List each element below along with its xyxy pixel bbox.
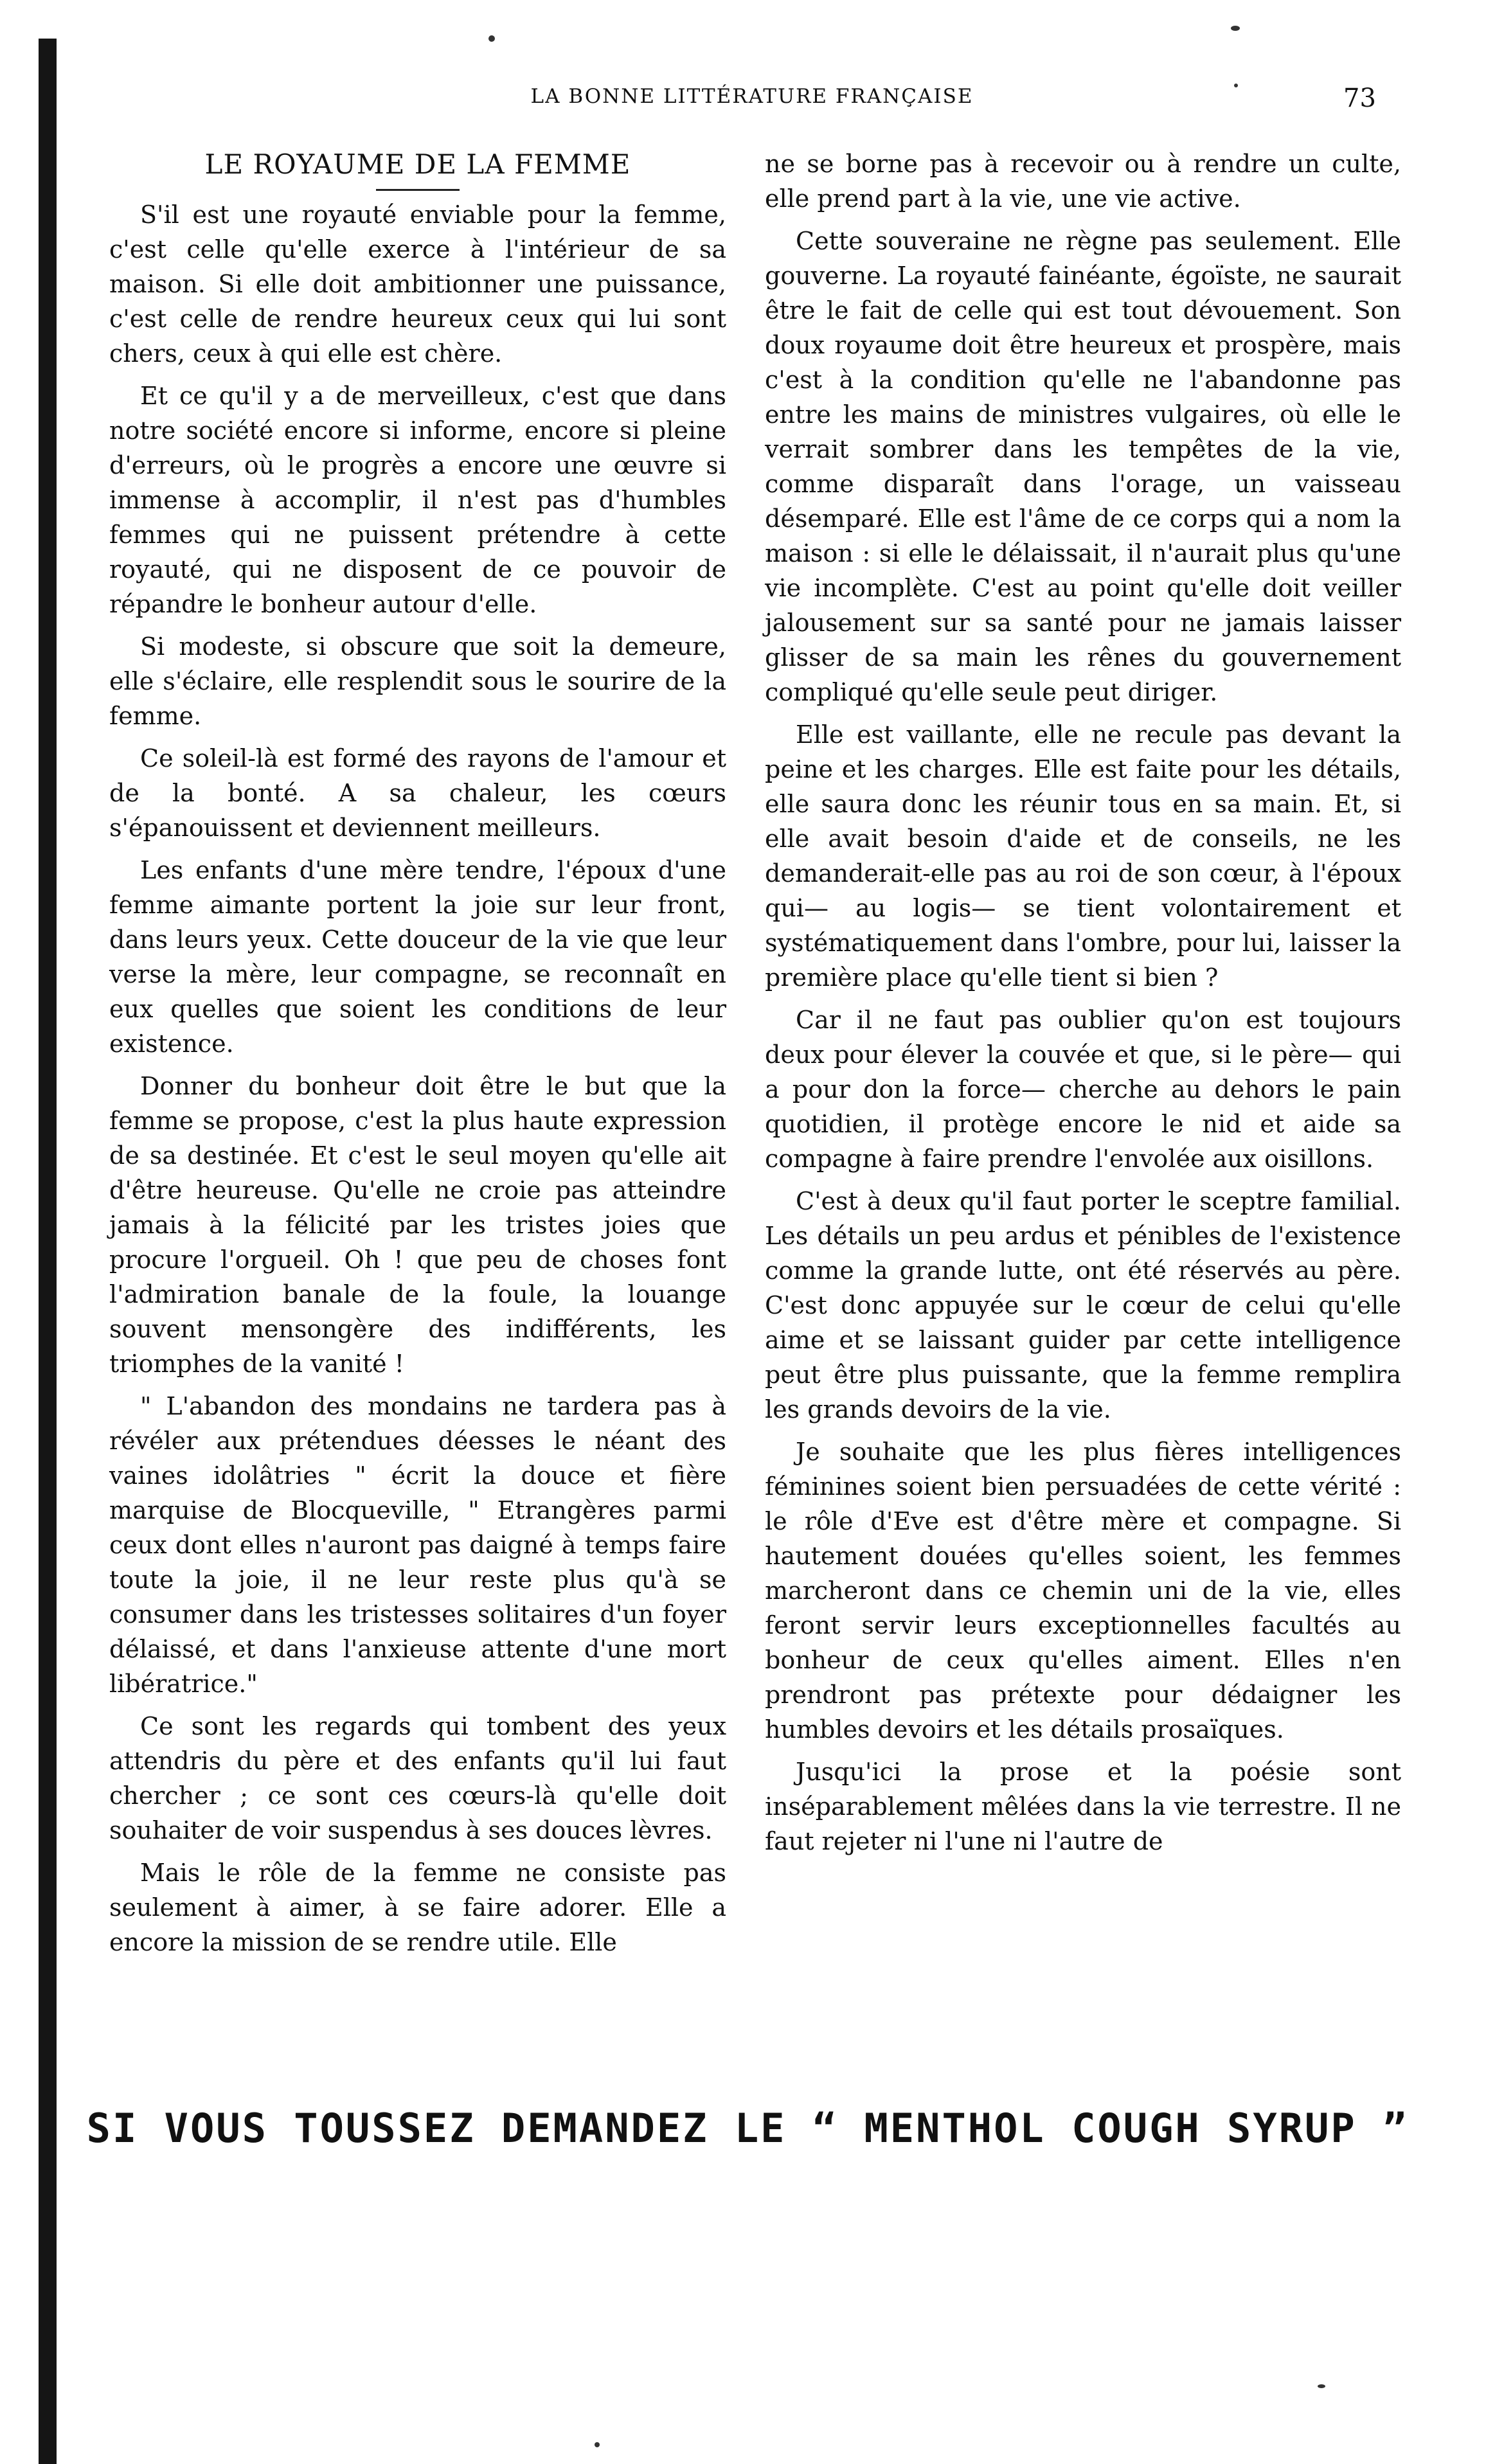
print-speck bbox=[1318, 2384, 1325, 2388]
paragraph: " L'abandon des mondains ne tardera pas à révéler aux prétendues déesses le néant des vaines idolâtries " écrit la douce et fière marquise de Blocqueville, " Etrangères parmi ceux dont elles n'auront pas daigné à temps faire toute la joie, il ne leur reste plus qu'à se consumer dans les tristesses solitaires d'un foyer délaissé, et dans l'anxieuse attente d'une mort libératrice." bbox=[109, 1392, 726, 1698]
print-speck bbox=[1234, 84, 1238, 87]
running-head: LA BONNE LITTÉRATURE FRANÇAISE bbox=[530, 85, 974, 108]
paragraph: Je souhaite que les plus fières intelligences féminines soient bien persuadées de cette vérité : le rôle d'Eve est d'être mère et compagne. Si hautement douées qu'elles soient, les femmes marcheront dans ce chemin uni de la vie, elles feront servir leurs exceptionnelles facultés au bonheur de ceux qu'elles aiment. Elles n'en prendront pas prétexte pour dédaigner les humbles devoirs et les détails prosaïques. bbox=[765, 1438, 1401, 1744]
paragraph: Ce sont les regards qui tombent des yeux attendris du père et des enfants qu'il lui faut chercher ; ce sont ces cœurs-là qu'elle doit souhaiter de voir suspendus à ses douces lèvres. bbox=[109, 1712, 726, 1844]
advertisement-banner: SI VOUS TOUSSEZ DEMANDEZ LE “ MENTHOL COUGH SYRUP ” bbox=[86, 2105, 1409, 2152]
page-number: 73 bbox=[1343, 84, 1376, 113]
title-rule bbox=[376, 189, 460, 191]
paragraph: C'est à deux qu'il faut porter le sceptre familial. Les détails un peu ardus et pénibles de l'existence comme la grande lutte, ont été réservés au père. C'est donc appuyée sur le cœur de celui qu'elle aime et se laissant guider par cette intelligence peut être plus puissante, que la femme remplira les grands devoirs de la vie. bbox=[765, 1187, 1401, 1424]
right-column bbox=[765, 147, 1401, 1866]
paragraph: Elle est vaillante, elle ne recule pas devant la peine et les charges. Elle est faite pour les détails, elle saura donc les réunir tous en sa main. Et, si elle avait besoin d'aide et de conseils, ne les demanderait-elle pas au roi de son cœur, à l'époux qui— au logis— se tient volontairement et systématiquement dans l'ombre, pour lui, laisser la première place qu'elle tient si bien ? bbox=[765, 720, 1401, 992]
paragraph-continued: ne se borne pas à recevoir ou à rendre un culte, elle prend part à la vie, une vie active. bbox=[765, 150, 1401, 213]
paragraph: Donner du bonheur doit être le but que la femme se propose, c'est la plus haute expression de sa destinée. Et c'est le seul moyen qu'elle ait d'être heureuse. Qu'elle ne croie pas atteindre jamais à la félicité par les tristes joies que procure l'orgueil. Oh ! que peu de choses font l'admiration banale de la foule, la louange souvent mensongère des indifférents, les triomphes de la vanité ! bbox=[109, 1072, 726, 1378]
article-title: LE ROYAUME DE LA FEMME bbox=[204, 148, 631, 180]
print-speck bbox=[1231, 26, 1240, 31]
paragraph: Les enfants d'une mère tendre, l'époux d'une femme aimante portent la joie sur leur front, dans leurs yeux. Cette douceur de la vie que leur verse la mère, leur compagne, se reconnaît en eux quelles que soient les conditions de leur existence. bbox=[109, 856, 726, 1058]
left-column bbox=[109, 147, 726, 1967]
paragraph: Ce soleil-là est formé des rayons de l'amour et de la bonté. A sa chaleur, les cœurs s'épanouissent et deviennent meilleurs. bbox=[109, 744, 726, 842]
page-header bbox=[0, 84, 1495, 122]
print-speck bbox=[595, 2442, 600, 2447]
page-binding-edge bbox=[39, 39, 57, 2464]
paragraph: Mais le rôle de la femme ne consiste pas seulement à aimer, à se faire adorer. Elle a encore la mission de se rendre utile. Elle bbox=[109, 1859, 726, 1956]
paragraph: Et ce qu'il y a de merveilleux, c'est que dans notre société encore si informe, encore si pleine d'erreurs, où le progrès a encore une œuvre si immense à accomplir, il n'est pas d'humbles femmes qui ne puissent prétendre à cette royauté, qui ne disposent de ce pouvoir de répandre le bonheur autour d'elle. bbox=[109, 382, 726, 618]
paragraph: Si modeste, si obscure que soit la demeure, elle s'éclaire, elle resplendit sous le sourire de la femme. bbox=[109, 632, 726, 730]
print-speck bbox=[488, 35, 495, 42]
paragraph: Car il ne faut pas oublier qu'on est toujours deux pour élever la couvée et que, si le père— qui a pour don la force— cherche au dehors le pain quotidien, il protège encore le nid et aide sa compagne à faire prendre l'envolée aux oisillons. bbox=[765, 1006, 1401, 1173]
paragraph: Jusqu'ici la prose et la poésie sont inséparablement mêlées dans la vie terrestre. Il ne faut rejeter ni l'une ni l'autre de bbox=[765, 1758, 1401, 1855]
paragraph: S'il est une royauté enviable pour la femme, c'est celle qu'elle exerce à l'intérieur de sa maison. Si elle doit ambitionner une puissance, c'est celle de rendre heureux ceux qui lui sont chers, ceux à qui elle est chère. bbox=[109, 201, 726, 368]
paragraph: Cette souveraine ne règne pas seulement. Elle gouverne. La royauté fainéante, égoïste, ne saurait être le fait de celle qui est tout dévouement. Son doux royaume doit être heureux et prospère, mais c'est à la condition qu'elle ne l'abandonne pas entre les mains de ministres vulgaires, où elle le verrait sombrer dans les tempêtes de la vie, comme disparaît dans l'orage, un vaisseau désemparé. Elle est l'âme de ce corps qui a nom la maison : si elle le délaissait, il n'aurait plus qu'une vie incomplète. C'est au point qu'elle doit veiller jalousement sur sa santé pour ne jamais laisser glisser de sa main les rênes du gouvernement compliqué qu'elle seule peut diriger. bbox=[765, 227, 1401, 706]
